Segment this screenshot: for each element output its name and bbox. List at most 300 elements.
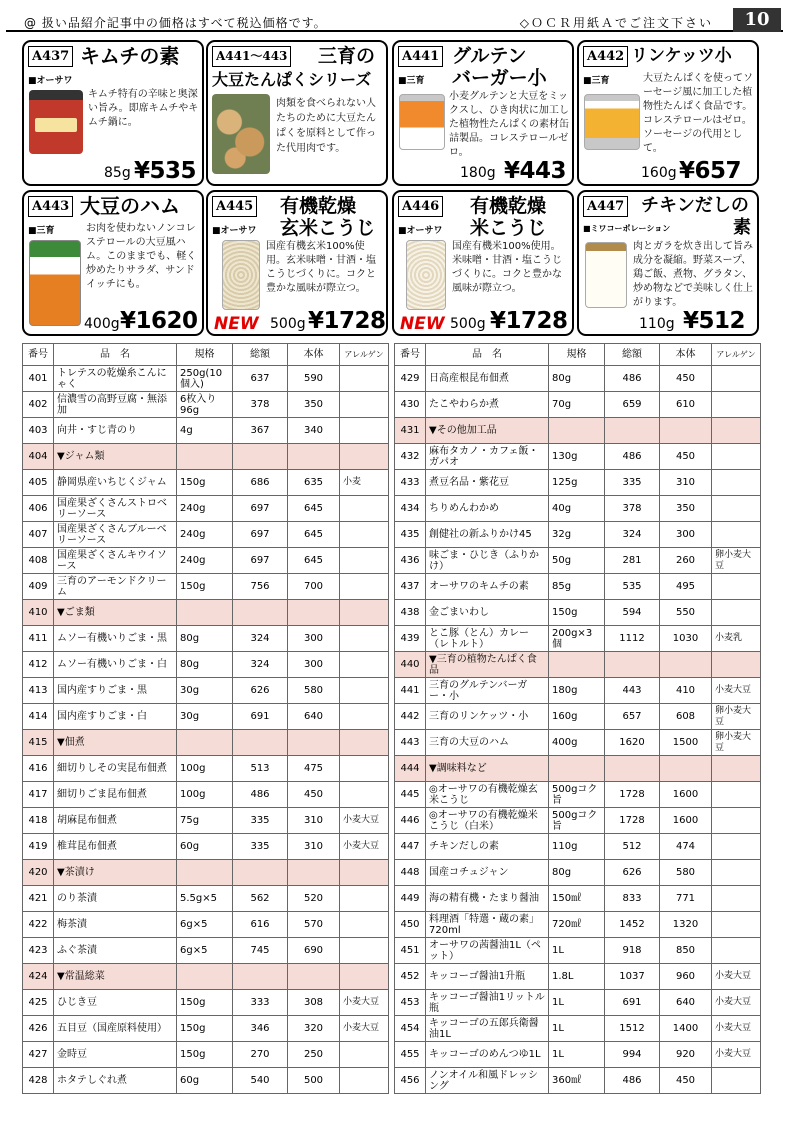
table-row [395, 964, 761, 990]
item-total-price: 512 [605, 834, 660, 860]
product-image-kimchi-jar [29, 90, 83, 154]
item-total-price: 697 [233, 496, 288, 522]
item-spec: 500gコク旨 [549, 782, 605, 808]
item-allergen [712, 756, 761, 782]
table-row [395, 886, 761, 912]
item-total-price: 486 [605, 1068, 660, 1094]
item-number: 442 [395, 704, 426, 730]
item-total-price: 691 [605, 990, 660, 1016]
table-row [23, 548, 389, 574]
item-number: 413 [23, 678, 54, 704]
col-header-number: 番号 [23, 344, 54, 366]
item-total-price: 994 [605, 1042, 660, 1068]
item-base-price: 350 [660, 496, 712, 522]
table-row [23, 808, 389, 834]
product-card-a437 [22, 40, 204, 186]
table-row [395, 990, 761, 1016]
item-base-price: 608 [660, 704, 712, 730]
item-number: 412 [23, 652, 54, 678]
item-spec: 100g [177, 756, 233, 782]
item-spec: 250g(10個入) [177, 366, 233, 392]
item-base-price: 350 [288, 392, 340, 418]
item-base-price: 310 [288, 834, 340, 860]
item-number: 425 [23, 990, 54, 1016]
item-number: 430 [395, 392, 426, 418]
product-card-a442 [577, 40, 759, 186]
product-size: 400g [84, 316, 120, 332]
item-allergen [712, 808, 761, 834]
item-number: 405 [23, 470, 54, 496]
item-number: 401 [23, 366, 54, 392]
item-allergen: 小麦大豆 [340, 834, 389, 860]
item-total-price: 1112 [605, 626, 660, 652]
table-row [395, 678, 761, 704]
product-image-brown-rice-koji [222, 240, 260, 310]
item-spec: 70g [549, 392, 605, 418]
item-number: 428 [23, 1068, 54, 1094]
item-spec: 160g [549, 704, 605, 730]
item-spec: 150g [177, 1042, 233, 1068]
item-spec [549, 756, 605, 782]
item-base-price: 1320 [660, 912, 712, 938]
item-name: ◎オーサワの有機乾燥玄米こうじ [426, 782, 549, 808]
product-image-chicken-stock-jar [585, 242, 627, 308]
item-name: オーサワの茜醤油1L（ペット） [426, 938, 549, 964]
item-spec [177, 860, 233, 886]
table-header-row [23, 344, 389, 366]
item-base-price [288, 730, 340, 756]
product-code: A446 [398, 196, 443, 217]
table-row [23, 990, 389, 1016]
product-title-line2: 素 [733, 217, 751, 238]
item-allergen [712, 470, 761, 496]
product-card-a441 [392, 40, 574, 186]
item-name: ムソー有機いりごま・白 [54, 652, 177, 678]
table-row [395, 574, 761, 600]
product-card-a445 [206, 190, 388, 336]
item-number: 433 [395, 470, 426, 496]
product-code: A445 [212, 196, 257, 217]
item-name: 信濃雪の高野豆腐・無添加 [54, 392, 177, 418]
item-base-price: 771 [660, 886, 712, 912]
product-maker: ■ オーサワ [398, 223, 443, 236]
product-price: ¥512 [683, 308, 746, 334]
item-number: 452 [395, 964, 426, 990]
table-row [395, 860, 761, 886]
item-base-price: 700 [288, 574, 340, 600]
item-allergen [340, 574, 389, 600]
order-table-left [22, 343, 389, 1094]
item-total-price [605, 756, 660, 782]
item-base-price: 300 [288, 652, 340, 678]
item-allergen: 小麦大豆 [712, 964, 761, 990]
item-name: 国産果ざくさんストロベリーソース [54, 496, 177, 522]
item-name: 金時豆 [54, 1042, 177, 1068]
item-base-price: 340 [288, 418, 340, 444]
item-total-price: 1512 [605, 1016, 660, 1042]
item-base-price: 645 [288, 522, 340, 548]
item-name: キッコーゴの五郎兵衛醤油1L [426, 1016, 549, 1042]
col-header-number: 番号 [395, 344, 426, 366]
item-name: のり茶漬 [54, 886, 177, 912]
product-description: 肉とガラを炊き出して旨み成分を凝縮。野菜スープ、鶏ご飯、煮物、グラタン、炒め物などで美味しく仕上がります。 [633, 241, 753, 308]
item-name: 向井・すじ青のり [54, 418, 177, 444]
table-row [395, 1068, 761, 1094]
item-name: ▼三育の植物たんぱく食品 [426, 652, 549, 678]
item-name: キッコーゴのめんつゆ1L [426, 1042, 549, 1068]
item-spec: 75g [177, 808, 233, 834]
item-name: 三育のアーモンドクリーム [54, 574, 177, 600]
item-spec: 240g [177, 522, 233, 548]
item-allergen [340, 496, 389, 522]
item-name: 国産果ざくさんブルーベリーソース [54, 522, 177, 548]
item-base-price: 520 [288, 886, 340, 912]
order-table-right [394, 343, 761, 1094]
product-image-rice-koji [406, 240, 446, 310]
product-size: 160g [641, 165, 677, 181]
item-allergen [340, 704, 389, 730]
item-allergen [340, 730, 389, 756]
product-description: 国産有機玄米100%使用。玄米味噌・甘酒・塩こうじづくりに。コクと豊かな風味が際立つ。 [266, 241, 376, 294]
category-row [395, 418, 761, 444]
item-name: チキンだしの素 [426, 834, 549, 860]
item-spec: 60g [177, 1068, 233, 1094]
item-spec [549, 418, 605, 444]
item-number: 419 [23, 834, 54, 860]
table-row [23, 678, 389, 704]
col-header-base: 本体 [660, 344, 712, 366]
item-name: ▼ごま類 [54, 600, 177, 626]
item-base-price: 590 [288, 366, 340, 392]
item-total-price: 335 [605, 470, 660, 496]
table-row [395, 548, 761, 574]
item-number: 417 [23, 782, 54, 808]
item-base-price [288, 860, 340, 886]
item-spec: 1L [549, 1016, 605, 1042]
item-total-price [233, 444, 288, 470]
item-allergen: 小麦大豆 [340, 1016, 389, 1042]
item-spec: 150g [549, 600, 605, 626]
item-spec: 40g [549, 496, 605, 522]
item-spec: 1.8L [549, 964, 605, 990]
item-allergen [712, 600, 761, 626]
table-row [395, 1016, 761, 1042]
item-number: 431 [395, 418, 426, 444]
new-badge: NEW [214, 314, 259, 334]
item-number: 418 [23, 808, 54, 834]
item-total-price: 697 [233, 548, 288, 574]
item-base-price: 580 [288, 678, 340, 704]
item-total-price: 626 [605, 860, 660, 886]
item-spec: 50g [549, 548, 605, 574]
item-base-price: 450 [660, 1068, 712, 1094]
item-spec: 150g [177, 1016, 233, 1042]
item-base-price: 310 [660, 470, 712, 496]
item-allergen: 卵小麦大豆 [712, 548, 761, 574]
item-number: 444 [395, 756, 426, 782]
item-total-price: 486 [605, 366, 660, 392]
table-row [23, 938, 389, 964]
table-row [23, 1042, 389, 1068]
item-number: 453 [395, 990, 426, 1016]
item-number: 423 [23, 938, 54, 964]
item-spec: 720㎖ [549, 912, 605, 938]
table-row [23, 418, 389, 444]
table-row [395, 496, 761, 522]
product-price: ¥1728 [308, 308, 386, 334]
item-base-price: 640 [288, 704, 340, 730]
category-row [395, 756, 761, 782]
item-spec: 6枚入り96g [177, 392, 233, 418]
product-code: A441 [398, 46, 443, 67]
item-total-price: 486 [233, 782, 288, 808]
table-row [395, 730, 761, 756]
item-total-price [233, 964, 288, 990]
table-row [395, 600, 761, 626]
product-description: 国産有機米100%使用。米味噌・甘酒・塩こうじづくりに。コクと豊かな風味が際立つ。 [452, 241, 562, 294]
item-number: 406 [23, 496, 54, 522]
item-base-price: 300 [288, 626, 340, 652]
item-allergen: 小麦大豆 [712, 1042, 761, 1068]
product-maker: ■ 三育 [28, 223, 55, 236]
item-name: 五目豆（国産原料使用） [54, 1016, 177, 1042]
item-base-price [660, 418, 712, 444]
item-number: 420 [23, 860, 54, 886]
item-allergen: 卵小麦大豆 [712, 730, 761, 756]
item-base-price [288, 964, 340, 990]
item-number: 455 [395, 1042, 426, 1068]
item-spec: 200g×3個 [549, 626, 605, 652]
item-number: 414 [23, 704, 54, 730]
table-row [395, 626, 761, 652]
item-spec: 1L [549, 990, 605, 1016]
item-spec: 100g [177, 782, 233, 808]
table-row [395, 392, 761, 418]
item-name: 国産果ざくさんキウイソース [54, 548, 177, 574]
item-name: ▼調味料など [426, 756, 549, 782]
item-number: 438 [395, 600, 426, 626]
item-base-price: 260 [660, 548, 712, 574]
item-total-price: 745 [233, 938, 288, 964]
item-spec: 80g [177, 652, 233, 678]
item-spec: 400g [549, 730, 605, 756]
item-number: 432 [395, 444, 426, 470]
ocr-order-note: ◇ＯＣＲ用紙Ａでご注文下さい [519, 16, 713, 30]
item-total-price: 378 [605, 496, 660, 522]
item-name: 麻布タカノ・カフェ飯・ガパオ [426, 444, 549, 470]
item-allergen [712, 392, 761, 418]
product-price: ¥535 [134, 158, 197, 184]
item-allergen [712, 912, 761, 938]
item-total-price: 324 [233, 626, 288, 652]
item-name: ▼茶漬け [54, 860, 177, 886]
item-number: 448 [395, 860, 426, 886]
item-base-price: 920 [660, 1042, 712, 1068]
product-code: A442 [583, 46, 628, 67]
item-name: ふぐ茶漬 [54, 938, 177, 964]
item-name: ホタテしぐれ煮 [54, 1068, 177, 1094]
item-spec: 5.5g×5 [177, 886, 233, 912]
item-spec: 80g [549, 366, 605, 392]
item-name: 胡麻昆布佃煮 [54, 808, 177, 834]
col-header-spec: 規格 [549, 344, 605, 366]
item-allergen: 小麦大豆 [340, 808, 389, 834]
product-image-soy-ham [29, 240, 81, 326]
item-total-price: 486 [605, 444, 660, 470]
item-name: 椎茸昆布佃煮 [54, 834, 177, 860]
category-row [23, 444, 389, 470]
item-total-price [233, 600, 288, 626]
item-total-price: 1037 [605, 964, 660, 990]
product-description: お肉を使わないノンコレステロールの大豆風ハム。このままでも、軽く炒めたりサラダ、サンドイッチにも。 [86, 223, 197, 290]
product-card-a446 [392, 190, 574, 336]
item-total-price: 616 [233, 912, 288, 938]
item-number: 451 [395, 938, 426, 964]
col-header-allergen: アレルゲン [340, 344, 389, 366]
item-total-price [233, 730, 288, 756]
item-spec: 180g [549, 678, 605, 704]
item-base-price: 690 [288, 938, 340, 964]
item-spec: 60g [177, 834, 233, 860]
item-number: 421 [23, 886, 54, 912]
item-base-price: 645 [288, 548, 340, 574]
table-row [23, 912, 389, 938]
item-base-price: 640 [660, 990, 712, 1016]
item-allergen [340, 418, 389, 444]
item-number: 415 [23, 730, 54, 756]
item-spec: 1L [549, 938, 605, 964]
item-name: 日高産根昆布佃煮 [426, 366, 549, 392]
table-row [395, 938, 761, 964]
item-allergen [712, 574, 761, 600]
item-total-price: 691 [233, 704, 288, 730]
product-code: A447 [583, 196, 628, 217]
item-allergen [340, 678, 389, 704]
item-total-price: 540 [233, 1068, 288, 1094]
item-base-price: 610 [660, 392, 712, 418]
table-row [23, 470, 389, 496]
item-total-price: 833 [605, 886, 660, 912]
item-name: ちりめんわかめ [426, 496, 549, 522]
product-description: キムチ特有の辛味と奥深い旨み。即席キムチやキムチ鍋に。 [88, 89, 199, 128]
item-allergen: 小麦大豆 [712, 990, 761, 1016]
item-base-price: 308 [288, 990, 340, 1016]
item-base-price: 635 [288, 470, 340, 496]
item-spec: 30g [177, 678, 233, 704]
category-row [23, 730, 389, 756]
item-number: 441 [395, 678, 426, 704]
table-row [395, 704, 761, 730]
product-title: 有機乾燥 [280, 195, 357, 217]
item-base-price: 1030 [660, 626, 712, 652]
product-code: A441～443 [212, 46, 291, 67]
table-row [395, 912, 761, 938]
product-maker: ■ 三育 [398, 73, 425, 86]
product-image-soy-meat [212, 94, 270, 174]
table-row [23, 834, 389, 860]
item-base-price: 580 [660, 860, 712, 886]
item-total-price: 281 [605, 548, 660, 574]
product-maker: ■ 三育 [583, 73, 610, 86]
product-title: 有機乾燥 [470, 195, 547, 217]
item-name: 三育のグルテンバーガー・小 [426, 678, 549, 704]
item-number: 447 [395, 834, 426, 860]
table-row [23, 782, 389, 808]
item-number: 446 [395, 808, 426, 834]
item-name: オーサワのキムチの素 [426, 574, 549, 600]
item-name: 海の精有機・たまり醤油 [426, 886, 549, 912]
item-spec: 110g [549, 834, 605, 860]
item-spec [177, 964, 233, 990]
item-spec [177, 730, 233, 756]
item-name: キッコーゴ醤油1リットル瓶 [426, 990, 549, 1016]
item-number: 449 [395, 886, 426, 912]
item-number: 408 [23, 548, 54, 574]
item-number: 440 [395, 652, 426, 678]
item-name: 細切りしその実昆布佃煮 [54, 756, 177, 782]
category-row [23, 600, 389, 626]
item-base-price: 1600 [660, 782, 712, 808]
item-name: 静岡県産いちじくジャム [54, 470, 177, 496]
item-total-price: 443 [605, 678, 660, 704]
item-base-price: 645 [288, 496, 340, 522]
item-total-price: 697 [233, 522, 288, 548]
table-header-row [395, 344, 761, 366]
item-spec: 1L [549, 1042, 605, 1068]
item-number: 434 [395, 496, 426, 522]
item-number: 410 [23, 600, 54, 626]
product-maker: ■ オーサワ [212, 223, 257, 236]
product-card-a443 [22, 190, 204, 336]
item-spec [177, 600, 233, 626]
product-code: A443 [28, 196, 73, 217]
item-spec: 150g [177, 470, 233, 496]
item-allergen [340, 964, 389, 990]
product-card-a447 [577, 190, 759, 336]
item-number: 435 [395, 522, 426, 548]
item-base-price: 300 [660, 522, 712, 548]
item-spec: 240g [177, 548, 233, 574]
item-base-price [288, 600, 340, 626]
table-row [395, 522, 761, 548]
item-total-price: 594 [605, 600, 660, 626]
item-total-price [233, 860, 288, 886]
product-title: リンケッツ小 [631, 46, 732, 66]
item-allergen: 小麦大豆 [712, 1016, 761, 1042]
item-allergen [340, 626, 389, 652]
item-name: ひじき豆 [54, 990, 177, 1016]
product-price: ¥443 [504, 158, 567, 184]
item-number: 427 [23, 1042, 54, 1068]
item-base-price: 1600 [660, 808, 712, 834]
item-total-price: 918 [605, 938, 660, 964]
product-image-gluten-can [399, 94, 445, 150]
item-spec: 32g [549, 522, 605, 548]
product-description: 肉類を食べられない人たちのために大豆たんぱくを原料として作った代用肉です。 [276, 98, 376, 154]
table-row [395, 782, 761, 808]
item-number: 443 [395, 730, 426, 756]
item-number: 403 [23, 418, 54, 444]
item-spec [177, 444, 233, 470]
item-base-price: 320 [288, 1016, 340, 1042]
tax-note: @ 扱い品紹介記事中の価格はすべて税込価格です。 [24, 16, 327, 30]
item-name: 国内産すりごま・黒 [54, 678, 177, 704]
item-spec: 80g [549, 860, 605, 886]
item-base-price: 450 [660, 444, 712, 470]
item-total-price [605, 418, 660, 444]
product-title: 大豆のハム [80, 194, 180, 218]
item-number: 422 [23, 912, 54, 938]
